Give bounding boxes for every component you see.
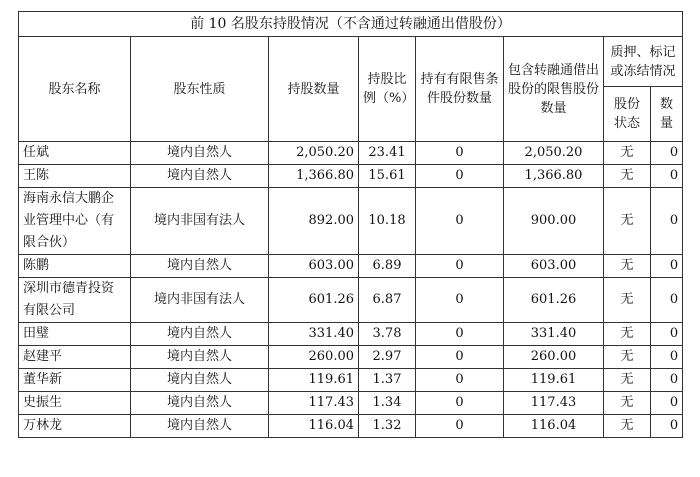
cell-shareholder-name: 董华新 (19, 369, 131, 392)
cell-holding-ratio: 10.18 (359, 188, 416, 255)
cell-restricted-incl-lending: 601.26 (504, 278, 604, 323)
cell-shares-held: 117.43 (269, 392, 359, 415)
table-header-row (19, 37, 683, 87)
cell-restricted-incl-lending: 2,050.20 (504, 142, 604, 165)
header-shareholder-nature: 股东性质 (131, 37, 269, 142)
cell-pledge-quantity: 0 (651, 188, 683, 255)
cell-restricted-shares: 0 (416, 323, 504, 346)
cell-restricted-incl-lending: 1,366.80 (504, 165, 604, 188)
cell-pledge-quantity: 0 (651, 323, 683, 346)
cell-shareholder-name: 田璧 (19, 323, 131, 346)
cell-shareholder-nature: 境内非国有法人 (131, 188, 269, 255)
cell-restricted-incl-lending: 331.40 (504, 323, 604, 346)
cell-share-status: 无 (604, 142, 651, 165)
table-row (19, 323, 683, 346)
cell-pledge-quantity: 0 (651, 142, 683, 165)
cell-restricted-shares: 0 (416, 165, 504, 188)
table-row (19, 392, 683, 415)
cell-pledge-quantity: 0 (651, 255, 683, 278)
cell-restricted-incl-lending: 260.00 (504, 346, 604, 369)
header-holding-ratio: 持股比例（%） (359, 37, 416, 142)
cell-shareholder-name: 深圳市德青投资有限公司 (19, 278, 131, 323)
table-row (19, 369, 683, 392)
cell-holding-ratio: 6.89 (359, 255, 416, 278)
shareholder-table-container (18, 11, 682, 438)
cell-restricted-incl-lending: 119.61 (504, 369, 604, 392)
cell-share-status: 无 (604, 323, 651, 346)
cell-pledge-quantity: 0 (651, 369, 683, 392)
cell-shareholder-nature: 境内非国有法人 (131, 278, 269, 323)
table-row (19, 142, 683, 165)
top-ten-shareholders-table (18, 11, 683, 438)
cell-shareholder-name: 海南永信大鹏企业管理中心（有限合伙） (19, 188, 131, 255)
cell-pledge-quantity: 0 (651, 165, 683, 188)
cell-shares-held: 331.40 (269, 323, 359, 346)
cell-restricted-incl-lending: 116.04 (504, 415, 604, 438)
cell-restricted-shares: 0 (416, 346, 504, 369)
cell-share-status: 无 (604, 165, 651, 188)
cell-shareholder-name: 赵建平 (19, 346, 131, 369)
cell-shares-held: 119.61 (269, 369, 359, 392)
cell-restricted-incl-lending: 900.00 (504, 188, 604, 255)
table-row (19, 188, 683, 255)
table-row (19, 415, 683, 438)
cell-share-status: 无 (604, 188, 651, 255)
cell-pledge-quantity: 0 (651, 415, 683, 438)
cell-holding-ratio: 1.32 (359, 415, 416, 438)
cell-holding-ratio: 2.97 (359, 346, 416, 369)
cell-holding-ratio: 1.34 (359, 392, 416, 415)
cell-share-status: 无 (604, 346, 651, 369)
cell-restricted-shares: 0 (416, 415, 504, 438)
cell-share-status: 无 (604, 369, 651, 392)
cell-shareholder-nature: 境内自然人 (131, 323, 269, 346)
cell-restricted-shares: 0 (416, 188, 504, 255)
cell-share-status: 无 (604, 255, 651, 278)
table-title: 前 10 名股东持股情况（不含通过转融通出借股份） (19, 12, 683, 37)
cell-pledge-quantity: 0 (651, 346, 683, 369)
cell-restricted-shares: 0 (416, 142, 504, 165)
header-share-status: 股份状态 (604, 87, 651, 142)
cell-share-status: 无 (604, 392, 651, 415)
cell-shareholder-nature: 境内自然人 (131, 346, 269, 369)
header-restricted-shares: 持有有限售条件股份数量 (416, 37, 504, 142)
table-row (19, 346, 683, 369)
cell-pledge-quantity: 0 (651, 278, 683, 323)
cell-shareholder-nature: 境内自然人 (131, 142, 269, 165)
cell-shares-held: 603.00 (269, 255, 359, 278)
cell-shareholder-name: 王陈 (19, 165, 131, 188)
table-row (19, 165, 683, 188)
header-pledge-freeze: 质押、标记或冻结情况 (604, 37, 683, 87)
cell-restricted-shares: 0 (416, 278, 504, 323)
cell-pledge-quantity: 0 (651, 392, 683, 415)
cell-shareholder-nature: 境内自然人 (131, 165, 269, 188)
cell-holding-ratio: 1.37 (359, 369, 416, 392)
cell-shares-held: 1,366.80 (269, 165, 359, 188)
cell-shareholder-nature: 境内自然人 (131, 392, 269, 415)
cell-shareholder-name: 万林龙 (19, 415, 131, 438)
header-shares-held: 持股数量 (269, 37, 359, 142)
cell-shareholder-nature: 境内自然人 (131, 255, 269, 278)
cell-shares-held: 601.26 (269, 278, 359, 323)
cell-restricted-shares: 0 (416, 255, 504, 278)
cell-shareholder-nature: 境内自然人 (131, 415, 269, 438)
cell-shareholder-name: 史振生 (19, 392, 131, 415)
cell-holding-ratio: 23.41 (359, 142, 416, 165)
cell-restricted-shares: 0 (416, 369, 504, 392)
cell-holding-ratio: 15.61 (359, 165, 416, 188)
cell-share-status: 无 (604, 278, 651, 323)
cell-shares-held: 260.00 (269, 346, 359, 369)
cell-shareholder-nature: 境内自然人 (131, 369, 269, 392)
cell-restricted-shares: 0 (416, 392, 504, 415)
cell-shareholder-name: 任斌 (19, 142, 131, 165)
cell-restricted-incl-lending: 603.00 (504, 255, 604, 278)
cell-shares-held: 2,050.20 (269, 142, 359, 165)
cell-holding-ratio: 3.78 (359, 323, 416, 346)
table-row (19, 278, 683, 323)
cell-shares-held: 892.00 (269, 188, 359, 255)
header-pledge-quantity: 数量 (651, 87, 683, 142)
cell-restricted-incl-lending: 117.43 (504, 392, 604, 415)
header-shareholder-name: 股东名称 (19, 37, 131, 142)
header-restricted-incl-lending: 包含转融通借出股份的限售股份数量 (504, 37, 604, 142)
cell-shares-held: 116.04 (269, 415, 359, 438)
table-row (19, 255, 683, 278)
table-title-row (19, 12, 683, 37)
cell-holding-ratio: 6.87 (359, 278, 416, 323)
cell-share-status: 无 (604, 415, 651, 438)
table-body (19, 142, 683, 438)
cell-shareholder-name: 陈鹏 (19, 255, 131, 278)
